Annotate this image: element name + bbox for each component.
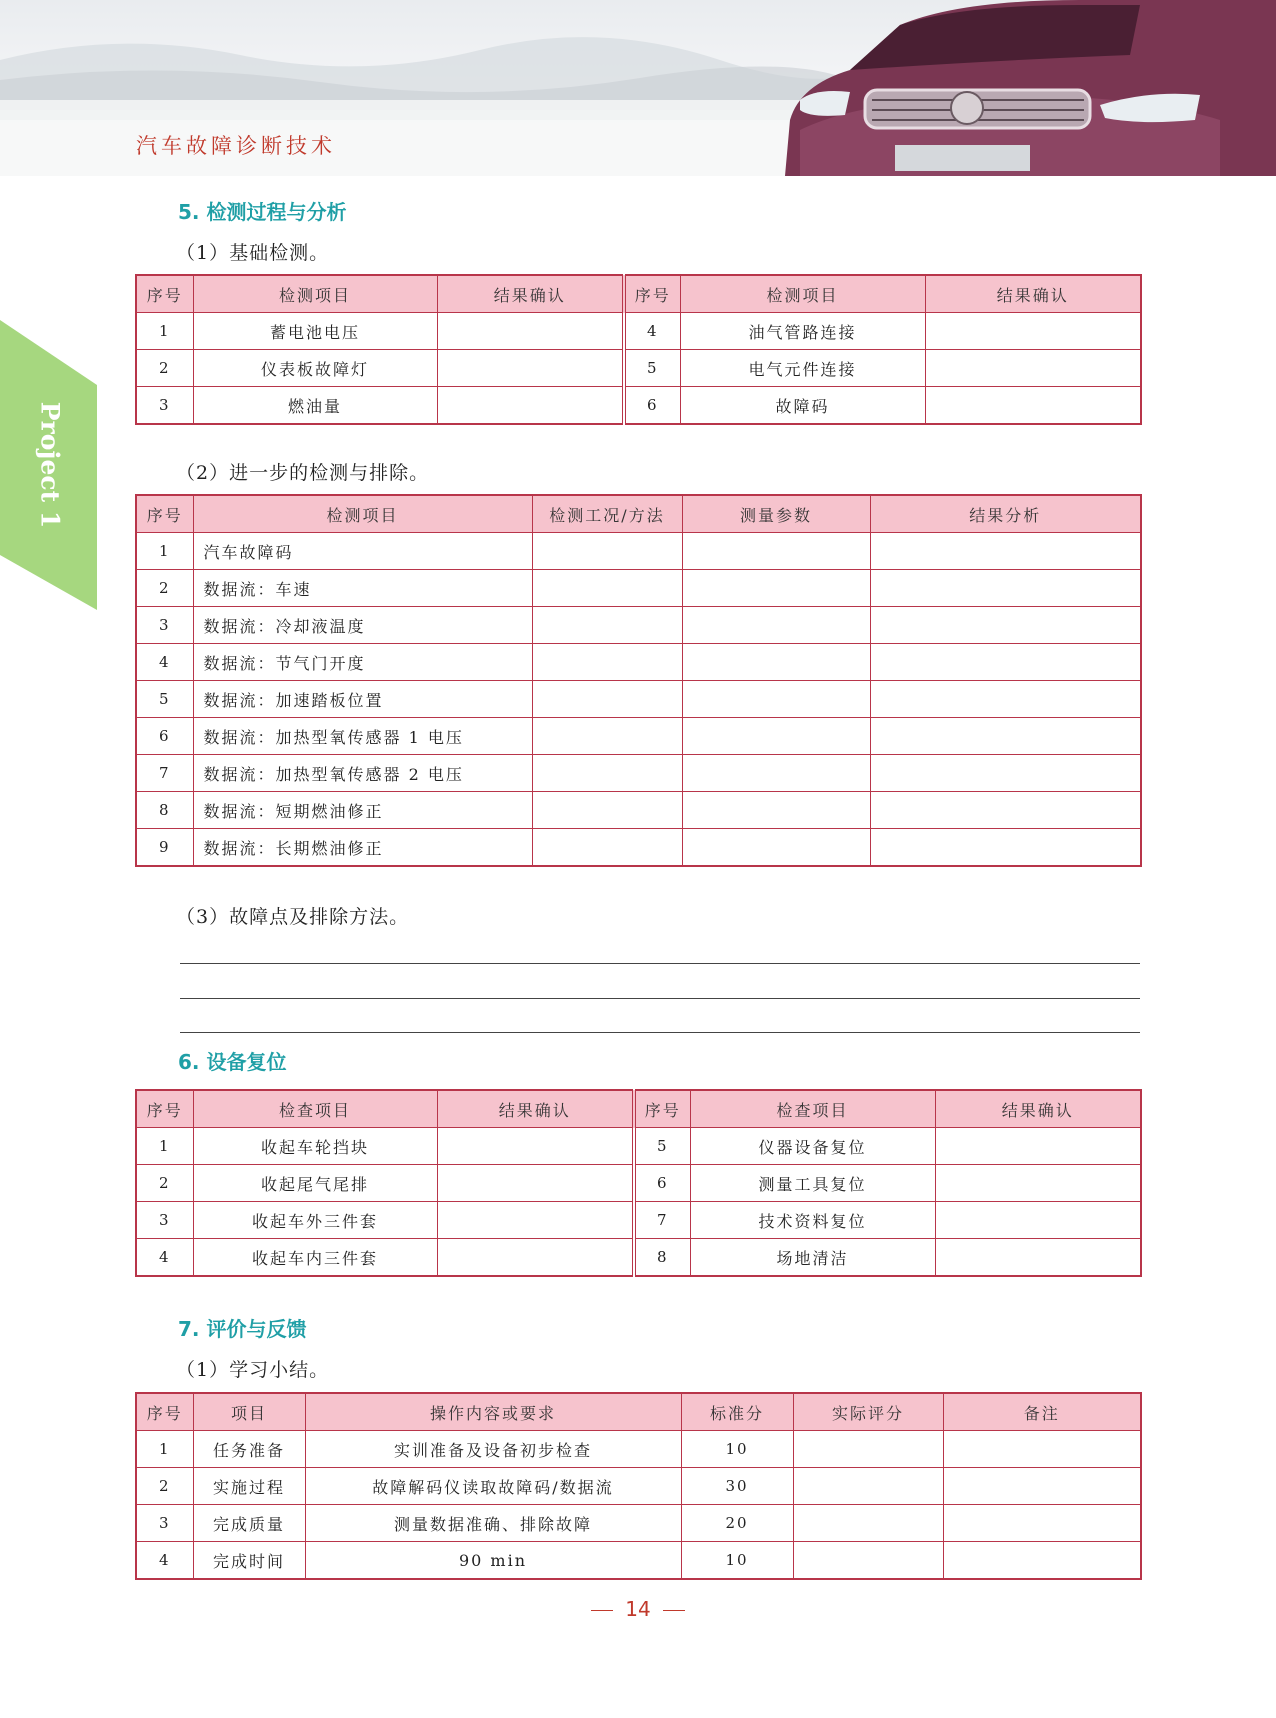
entry-cell[interactable] — [532, 681, 682, 718]
side-tab-label — [30, 390, 70, 540]
table-cell: 数据流：长期燃油修正 — [193, 829, 532, 867]
table-row — [136, 607, 1141, 644]
entry-cell[interactable] — [870, 533, 1141, 570]
table-row — [136, 829, 1141, 867]
entry-cell[interactable] — [935, 1202, 1141, 1239]
table-cell: 3 — [136, 607, 193, 644]
entry-cell[interactable] — [870, 718, 1141, 755]
page-number-dash — [591, 1610, 613, 1611]
table-cell: 收起车轮挡块 — [193, 1128, 437, 1165]
entry-cell[interactable] — [682, 718, 870, 755]
table-cell: 数据流：加热型氧传感器 2 电压 — [193, 755, 532, 792]
table-row — [136, 387, 1141, 425]
entry-cell[interactable] — [793, 1505, 943, 1542]
table-cell: 数据流：节气门开度 — [193, 644, 532, 681]
entry-cell[interactable] — [943, 1505, 1141, 1542]
entry-cell[interactable] — [437, 1128, 634, 1165]
table-cell: 2 — [136, 350, 193, 387]
entry-cell[interactable] — [682, 829, 870, 867]
table-cell: 8 — [634, 1239, 690, 1277]
entry-cell[interactable] — [682, 607, 870, 644]
table-cell: 5 — [624, 350, 680, 387]
table-row — [136, 681, 1141, 718]
table-cell: 20 — [681, 1505, 793, 1542]
entry-cell[interactable] — [682, 533, 870, 570]
entry-cell[interactable] — [682, 755, 870, 792]
table-row — [136, 1431, 1141, 1468]
entry-cell[interactable] — [870, 681, 1141, 718]
section-5-sub3: （3）故障点及排除方法。 — [176, 906, 410, 928]
table-cell: 4 — [136, 1239, 193, 1277]
table-cell: 测量数据准确、排除故障 — [305, 1505, 681, 1542]
table-row — [136, 533, 1141, 570]
table-cell: 仪表板故障灯 — [193, 350, 437, 387]
table-cell: 1 — [136, 533, 193, 570]
entry-cell[interactable] — [532, 755, 682, 792]
learning-summary-table — [135, 1392, 1142, 1580]
entry-cell[interactable] — [793, 1542, 943, 1580]
column-header: 测量参数 — [682, 495, 870, 533]
table-cell: 油气管路连接 — [680, 313, 925, 350]
answer-line[interactable] — [180, 963, 1140, 964]
equipment-reset-table — [135, 1089, 1142, 1277]
table-cell: 完成时间 — [193, 1542, 305, 1580]
column-header: 检测项目 — [680, 275, 925, 313]
table-cell: 10 — [681, 1431, 793, 1468]
entry-cell[interactable] — [682, 681, 870, 718]
column-header: 备注 — [943, 1393, 1141, 1431]
table-cell: 实训准备及设备初步检查 — [305, 1431, 681, 1468]
page-header-banner — [0, 0, 1276, 176]
section-6-title: 6. 设备复位 — [178, 1050, 287, 1074]
column-header: 结果确认 — [437, 1090, 634, 1128]
column-header: 检测项目 — [193, 495, 532, 533]
table-cell: 4 — [136, 1542, 193, 1580]
table-cell: 90 min — [305, 1542, 681, 1580]
table-cell: 6 — [136, 718, 193, 755]
table-cell: 故障码 — [680, 387, 925, 425]
column-header: 实际评分 — [793, 1393, 943, 1431]
column-header: 检查项目 — [193, 1090, 437, 1128]
column-header: 序号 — [136, 495, 193, 533]
table-row — [136, 350, 1141, 387]
table-cell: 4 — [624, 313, 680, 350]
table-cell: 8 — [136, 792, 193, 829]
further-check-table — [135, 494, 1142, 867]
entry-cell[interactable] — [682, 792, 870, 829]
table-header-row — [136, 495, 1141, 533]
table-header-row — [136, 1090, 1141, 1128]
entry-cell[interactable] — [532, 792, 682, 829]
column-header: 结果确认 — [935, 1090, 1141, 1128]
entry-cell[interactable] — [943, 1431, 1141, 1468]
table-cell: 任务准备 — [193, 1431, 305, 1468]
table-cell: 收起车外三件套 — [193, 1202, 437, 1239]
entry-cell[interactable] — [532, 829, 682, 867]
page-number — [0, 1597, 1276, 1621]
project-label: Project 1 — [35, 401, 65, 529]
table-cell: 6 — [624, 387, 680, 425]
entry-cell[interactable] — [870, 792, 1141, 829]
section-7-title: 7. 评价与反馈 — [178, 1317, 307, 1341]
section-5-sub2: （2）进一步的检测与排除。 — [176, 462, 430, 484]
table-cell: 技术资料复位 — [690, 1202, 935, 1239]
entry-cell[interactable] — [943, 1468, 1141, 1505]
answer-line[interactable] — [180, 998, 1140, 999]
table-cell: 实施过程 — [193, 1468, 305, 1505]
table-cell: 2 — [136, 1468, 193, 1505]
table-cell: 10 — [681, 1542, 793, 1580]
page-number-value: 14 — [625, 1597, 651, 1621]
table-cell: 数据流：冷却液温度 — [193, 607, 532, 644]
table-cell: 2 — [136, 570, 193, 607]
table-cell: 数据流：车速 — [193, 570, 532, 607]
column-header: 检查项目 — [690, 1090, 935, 1128]
entry-cell[interactable] — [437, 350, 624, 387]
column-header: 标准分 — [681, 1393, 793, 1431]
table-cell: 7 — [136, 755, 193, 792]
table-row — [136, 570, 1141, 607]
table-cell: 场地清洁 — [690, 1239, 935, 1277]
table-row — [136, 1468, 1141, 1505]
entry-cell[interactable] — [532, 718, 682, 755]
entry-cell[interactable] — [532, 644, 682, 681]
table-cell: 数据流：加速踏板位置 — [193, 681, 532, 718]
table-cell: 数据流：短期燃油修正 — [193, 792, 532, 829]
entry-cell[interactable] — [935, 1165, 1141, 1202]
entry-cell[interactable] — [870, 829, 1141, 867]
table-row — [136, 1505, 1141, 1542]
table-cell: 3 — [136, 1505, 193, 1542]
table-row — [136, 718, 1141, 755]
column-header: 结果分析 — [870, 495, 1141, 533]
book-title: 汽车故障诊断技术 — [136, 134, 336, 158]
entry-cell[interactable] — [870, 755, 1141, 792]
entry-cell[interactable] — [870, 607, 1141, 644]
table-row — [136, 644, 1141, 681]
entry-cell[interactable] — [437, 1202, 634, 1239]
entry-cell[interactable] — [793, 1431, 943, 1468]
basic-check-table — [135, 274, 1142, 425]
table-row — [136, 1128, 1141, 1165]
column-header: 结果确认 — [437, 275, 624, 313]
table-cell: 测量工具复位 — [690, 1165, 935, 1202]
section-7-sub1: （1）学习小结。 — [176, 1359, 330, 1381]
table-cell: 1 — [136, 313, 193, 350]
entry-cell[interactable] — [437, 1239, 634, 1277]
table-row — [136, 1542, 1141, 1580]
table-cell: 2 — [136, 1165, 193, 1202]
column-header: 序号 — [634, 1090, 690, 1128]
entry-cell[interactable] — [793, 1468, 943, 1505]
table-row — [136, 755, 1141, 792]
entry-cell[interactable] — [943, 1542, 1141, 1580]
table-row — [136, 313, 1141, 350]
entry-cell[interactable] — [437, 1165, 634, 1202]
page-number-dash — [663, 1610, 685, 1611]
entry-cell[interactable] — [682, 644, 870, 681]
table-cell: 完成质量 — [193, 1505, 305, 1542]
column-header: 操作内容或要求 — [305, 1393, 681, 1431]
entry-cell[interactable] — [532, 570, 682, 607]
table-cell: 电气元件连接 — [680, 350, 925, 387]
entry-cell[interactable] — [925, 313, 1141, 350]
table-cell: 数据流：加热型氧传感器 1 电压 — [193, 718, 532, 755]
table-cell: 7 — [634, 1202, 690, 1239]
table-cell: 仪器设备复位 — [690, 1128, 935, 1165]
table-row — [136, 792, 1141, 829]
column-header: 项目 — [193, 1393, 305, 1431]
table-row — [136, 1165, 1141, 1202]
table-cell: 30 — [681, 1468, 793, 1505]
table-header-row — [136, 1393, 1141, 1431]
table-cell: 故障解码仪读取故障码/数据流 — [305, 1468, 681, 1505]
entry-cell[interactable] — [532, 533, 682, 570]
table-row — [136, 1239, 1141, 1277]
entry-cell[interactable] — [532, 607, 682, 644]
column-header: 序号 — [136, 275, 193, 313]
entry-cell[interactable] — [925, 387, 1141, 425]
answer-line[interactable] — [180, 1032, 1140, 1033]
table-row — [136, 1202, 1141, 1239]
table-cell: 3 — [136, 1202, 193, 1239]
column-header: 序号 — [136, 1090, 193, 1128]
section-5-sub1: （1）基础检测。 — [176, 242, 330, 264]
entry-cell[interactable] — [870, 570, 1141, 607]
entry-cell[interactable] — [925, 350, 1141, 387]
column-header: 结果确认 — [925, 275, 1141, 313]
entry-cell[interactable] — [935, 1128, 1141, 1165]
column-header: 序号 — [624, 275, 680, 313]
table-cell: 燃油量 — [193, 387, 437, 425]
table-cell: 6 — [634, 1165, 690, 1202]
column-header: 检测项目 — [193, 275, 437, 313]
entry-cell[interactable] — [437, 313, 624, 350]
table-cell: 3 — [136, 387, 193, 425]
entry-cell[interactable] — [870, 644, 1141, 681]
table-cell: 蓄电池电压 — [193, 313, 437, 350]
table-cell: 9 — [136, 829, 193, 867]
table-cell: 1 — [136, 1431, 193, 1468]
table-cell: 5 — [634, 1128, 690, 1165]
column-header: 检测工况/方法 — [532, 495, 682, 533]
entry-cell[interactable] — [437, 387, 624, 425]
column-header: 序号 — [136, 1393, 193, 1431]
table-cell: 收起尾气尾排 — [193, 1165, 437, 1202]
entry-cell[interactable] — [935, 1239, 1141, 1277]
table-header-row — [136, 275, 1141, 313]
table-cell: 5 — [136, 681, 193, 718]
table-cell: 4 — [136, 644, 193, 681]
table-cell: 汽车故障码 — [193, 533, 532, 570]
section-5-title: 5. 检测过程与分析 — [178, 200, 347, 224]
table-cell: 1 — [136, 1128, 193, 1165]
entry-cell[interactable] — [682, 570, 870, 607]
table-cell: 收起车内三件套 — [193, 1239, 437, 1277]
